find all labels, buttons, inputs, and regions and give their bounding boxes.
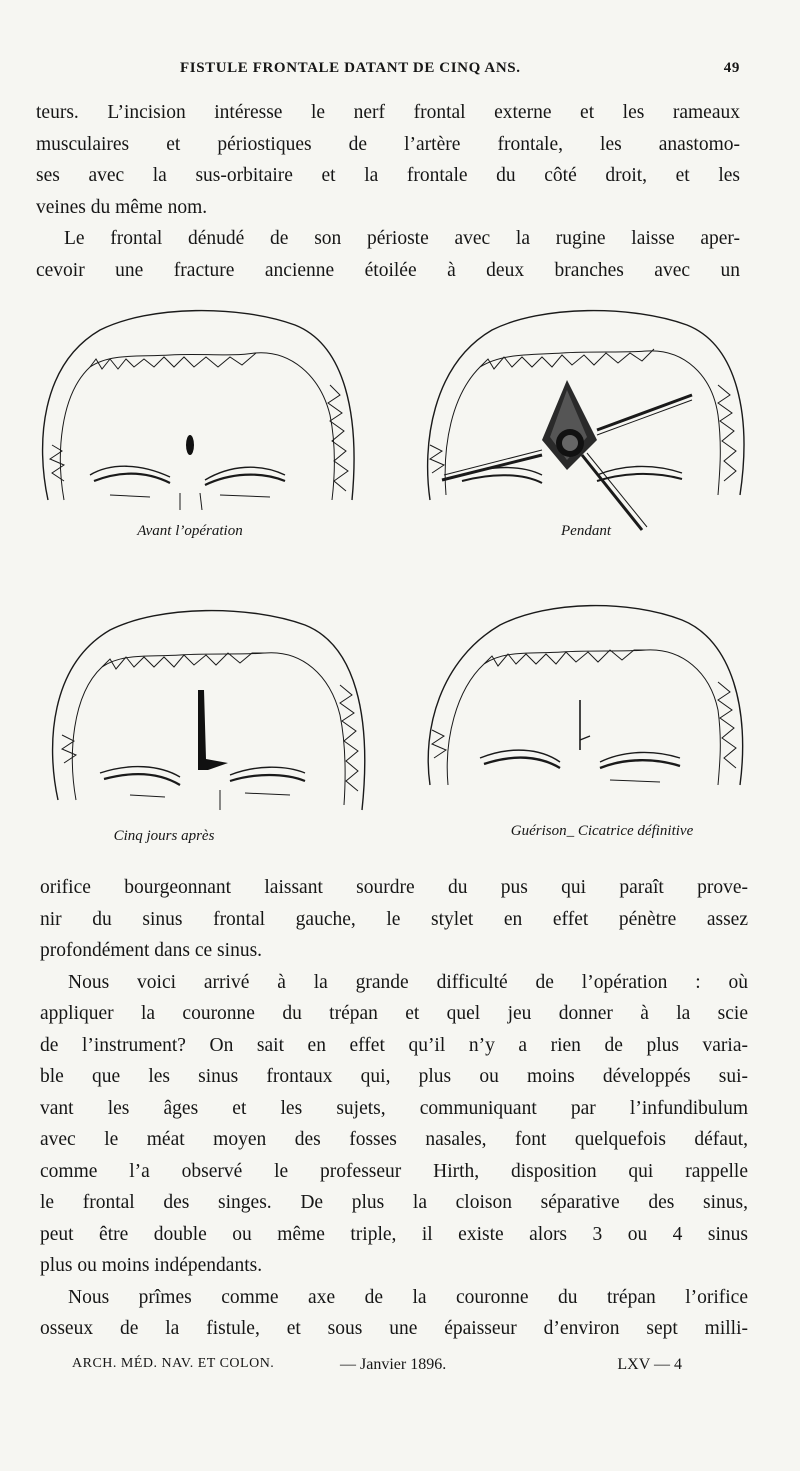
text-line: ses avec la sus-orbitaire et la frontale du côté droit, et les bbox=[36, 165, 740, 186]
footer-date: — Janvier 1896. bbox=[340, 1356, 447, 1373]
caption-healed: Guérison_ Cicatrice définitive bbox=[510, 823, 694, 839]
text-line: avec le méat moyen des fosses nasales, font quelquefois défaut, bbox=[40, 1129, 748, 1150]
text-line: comme l’a observé le professeur Hirth, disposition qui rappelle bbox=[40, 1160, 748, 1182]
head-healed-illustration bbox=[420, 590, 750, 820]
head-during-illustration bbox=[422, 295, 752, 535]
text-line: nir du sinus frontal gauche, le stylet en effet pénètre assez bbox=[40, 908, 748, 930]
panel-healed bbox=[420, 590, 750, 839]
text-line: de l’instrument? On sait en effet qu’il n’y a rien de plus varia- bbox=[40, 1034, 748, 1056]
text-line: Le frontal dénudé de son périoste avec la rugine laisse aper- bbox=[64, 228, 740, 249]
text-line: le frontal des singes. De plus la cloison séparative des sinus, bbox=[40, 1192, 748, 1213]
caption-before: Avant l’opération bbox=[137, 523, 243, 539]
panel-during-operation bbox=[422, 295, 752, 539]
text-line: profondément dans ce sinus. bbox=[40, 940, 263, 961]
surgical-illustration-figure bbox=[30, 295, 770, 855]
text-line: teurs. L’incision intéresse le nerf frontal externe et les rameaux bbox=[36, 102, 740, 123]
caption-during: Pendant bbox=[561, 523, 611, 539]
text-line: ble que les sinus frontaux qui, plus ou moins développés sui- bbox=[40, 1066, 748, 1087]
footer-volume: LXV — 4 bbox=[617, 1356, 682, 1373]
head-before-illustration bbox=[30, 295, 360, 515]
text-line: osseux de la fistule, et sous une épaisseur d’environ sept milli- bbox=[40, 1318, 748, 1339]
panel-before-operation bbox=[30, 295, 360, 539]
text-line: veines du même nom. bbox=[36, 196, 208, 218]
head-five-days-illustration bbox=[40, 595, 370, 825]
running-title: FISTULE FRONTALE DATANT DE CINQ ANS. bbox=[180, 60, 521, 76]
text-line: musculaires et périostiques de l’artère frontale, les anastomo- bbox=[36, 133, 740, 155]
paragraph-block-top bbox=[36, 97, 740, 286]
text-line: orifice bourgeonnant laissant sourdre du pus qui paraît prove- bbox=[40, 877, 748, 898]
caption-five-days: Cinq jours après bbox=[113, 828, 215, 844]
text-line: peut être double ou même triple, il existe alors 3 ou 4 sinus bbox=[40, 1223, 748, 1245]
panel-five-days-after bbox=[40, 595, 370, 844]
text-line: appliquer la couronne du trépan et quel jeu donner à la scie bbox=[40, 1003, 748, 1024]
text-line: Nous prîmes comme axe de la couronne du trépan l’orifice bbox=[68, 1286, 748, 1308]
paragraph-block-bottom bbox=[40, 872, 748, 1345]
page-number: 49 bbox=[723, 60, 740, 76]
text-line: Nous voici arrivé à la grande difficulté de l’opération : où bbox=[68, 971, 748, 993]
text-line: plus ou moins indépendants. bbox=[40, 1255, 263, 1276]
text-line: vant les âges et les sujets, communiquant par l’infundibulum bbox=[40, 1097, 748, 1119]
text-line: cevoir une fracture ancienne étoilée à deux branches avec un bbox=[36, 259, 740, 281]
footer-journal: ARCH. MÉD. NAV. ET COLON. bbox=[72, 1356, 275, 1371]
